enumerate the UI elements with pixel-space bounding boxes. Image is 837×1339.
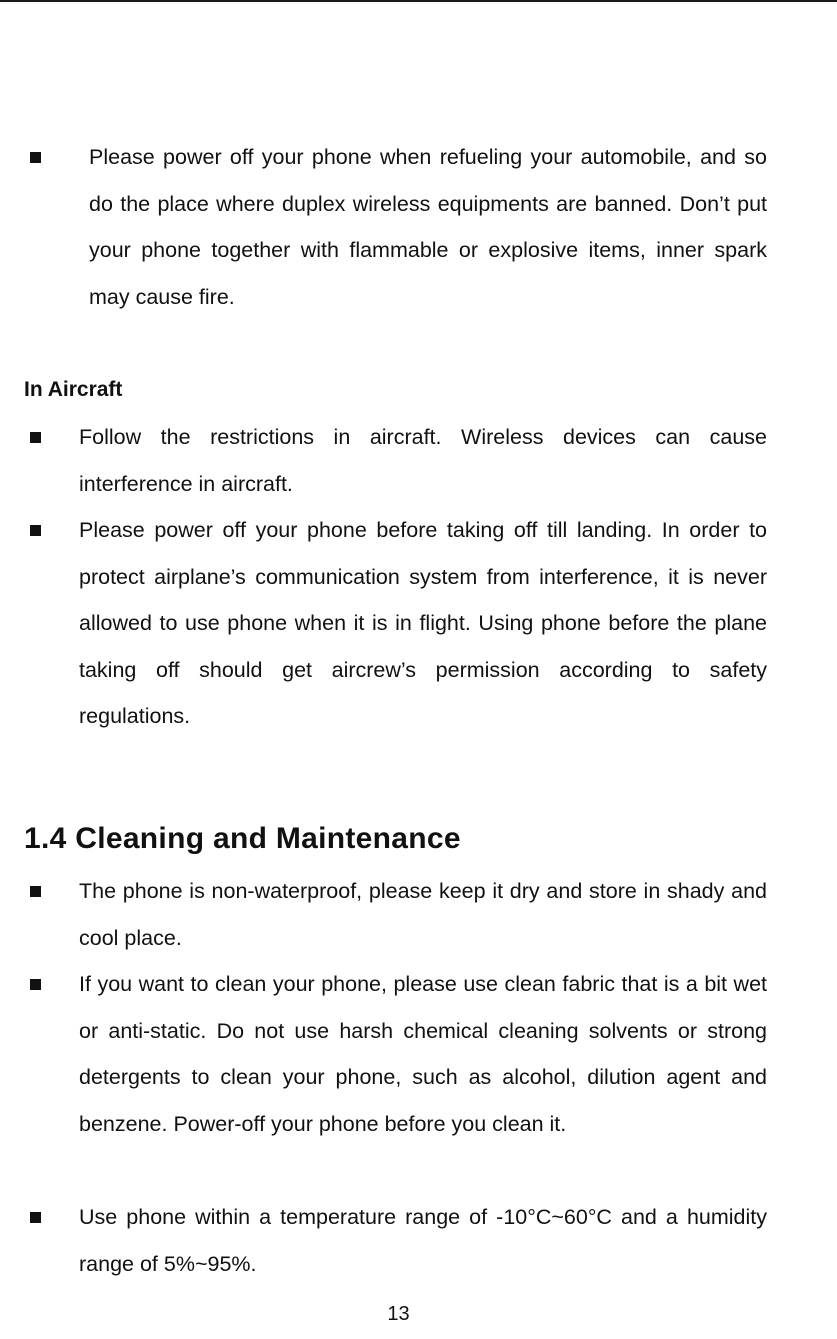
square-bullet-icon <box>30 432 41 443</box>
list-item-text: Follow the restrictions in aircraft. Wireless devices can cause interference in aircraft. <box>79 425 767 496</box>
square-bullet-icon <box>30 525 41 536</box>
page-number: 13 <box>387 1303 410 1325</box>
list-item-text: Please power off your phone when refueling your automobile, and so do the place where duplex wireless equipments are banned. Don’t put your phone together with flammable or explosive items, inner spark may cause fire. <box>89 145 767 309</box>
list-item-text: Use phone within a temperature range of -10°C~60°C and a humidity range of 5%~95%. <box>79 1205 767 1276</box>
list-item-text: Please power off your phone before taking off till landing. In order to protect airplane’s communication system from interference, it is never allowed to use phone when it is in flight. Using phone before the plane taking off should get aircrew’s permission according to safety regulations. <box>79 518 767 728</box>
square-bullet-icon <box>30 1212 41 1223</box>
subsection-heading: In Aircraft <box>24 378 123 401</box>
square-bullet-icon <box>30 152 41 163</box>
list-item-text: The phone is non-waterproof, please keep it dry and store in shady and cool place. <box>79 879 767 950</box>
square-bullet-icon <box>30 886 41 897</box>
list-item-text: If you want to clean your phone, please use clean fabric that is a bit wet or anti-static. Do not use harsh chemical cleaning solvents or strong detergents to clean your phone, such as alcohol, dilution agent and benzene. Power-off your phone before you clean it. <box>79 972 767 1136</box>
square-bullet-icon <box>30 979 41 990</box>
section-title: 1.4 Cleaning and Maintenance <box>24 822 461 855</box>
